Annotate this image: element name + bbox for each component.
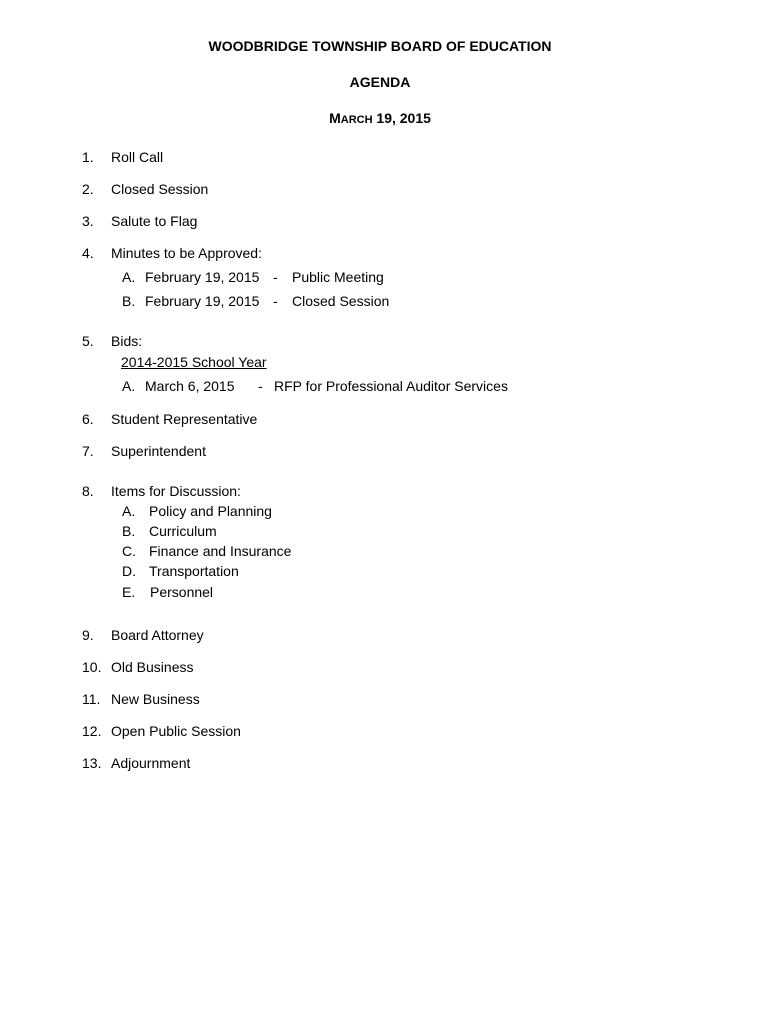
item-label: Minutes to be Approved: — [111, 245, 262, 261]
item-number: 5. — [82, 333, 94, 349]
item-label: Salute to Flag — [111, 213, 198, 229]
bid-date: March 6, 2015 — [145, 378, 235, 394]
discussion-letter: D. — [122, 563, 136, 579]
item-label: Items for Discussion: — [111, 483, 241, 499]
item-number: 3. — [82, 213, 94, 229]
meeting-date — [0, 110, 760, 126]
item-number: 12. — [82, 723, 102, 739]
item-label: New Business — [111, 691, 200, 707]
minutes-dash: - — [273, 293, 278, 309]
date-tail: 19, 2015 — [372, 110, 431, 126]
bid-desc: RFP for Professional Auditor Services — [274, 378, 508, 394]
bids-year: 2014-2015 School Year — [121, 354, 267, 370]
discussion-letter: E. — [122, 584, 136, 600]
item-number: 4. — [82, 245, 94, 261]
bid-letter: A. — [122, 378, 136, 394]
item-label: Superintendent — [111, 443, 206, 459]
item-label: Bids: — [111, 333, 143, 349]
discussion-letter: A. — [122, 503, 136, 519]
minutes-dash: - — [273, 269, 278, 285]
date-initial: M — [329, 110, 341, 126]
discussion-label: Finance and Insurance — [149, 543, 292, 559]
item-label: Student Representative — [111, 411, 258, 427]
discussion-label: Personnel — [150, 584, 214, 600]
item-label: Adjournment — [111, 755, 191, 771]
discussion-letter: C. — [122, 543, 136, 559]
item-number: 2. — [82, 181, 94, 197]
minutes-letter: A. — [122, 269, 136, 285]
minutes-date: February 19, 2015 — [145, 293, 260, 309]
discussion-letter: B. — [122, 523, 136, 539]
discussion-label: Curriculum — [149, 523, 217, 539]
minutes-letter: B. — [122, 293, 136, 309]
item-label: Board Attorney — [111, 627, 204, 643]
item-number: 9. — [82, 627, 94, 643]
item-number: 8. — [82, 483, 94, 499]
item-number: 10. — [82, 659, 102, 675]
item-number: 13. — [82, 755, 102, 771]
item-number: 1. — [82, 149, 94, 165]
item-number: 7. — [82, 443, 94, 459]
discussion-label: Policy and Planning — [149, 503, 272, 519]
bid-dash: - — [258, 378, 263, 394]
minutes-desc: Public Meeting — [292, 269, 384, 285]
minutes-desc: Closed Session — [292, 293, 390, 309]
discussion-label: Transportation — [149, 563, 239, 579]
minutes-date: February 19, 2015 — [145, 269, 260, 285]
item-label: Open Public Session — [111, 723, 241, 739]
date-smallcaps: ARCH — [340, 114, 373, 126]
item-label: Roll Call — [111, 149, 164, 165]
item-number: 6. — [82, 411, 94, 427]
agenda-title: AGENDA — [349, 74, 411, 90]
item-label: Closed Session — [111, 181, 209, 197]
organization-title: WOODBRIDGE TOWNSHIP BOARD OF EDUCATION — [208, 38, 552, 54]
item-number: 11. — [82, 691, 101, 707]
item-label: Old Business — [111, 659, 194, 675]
